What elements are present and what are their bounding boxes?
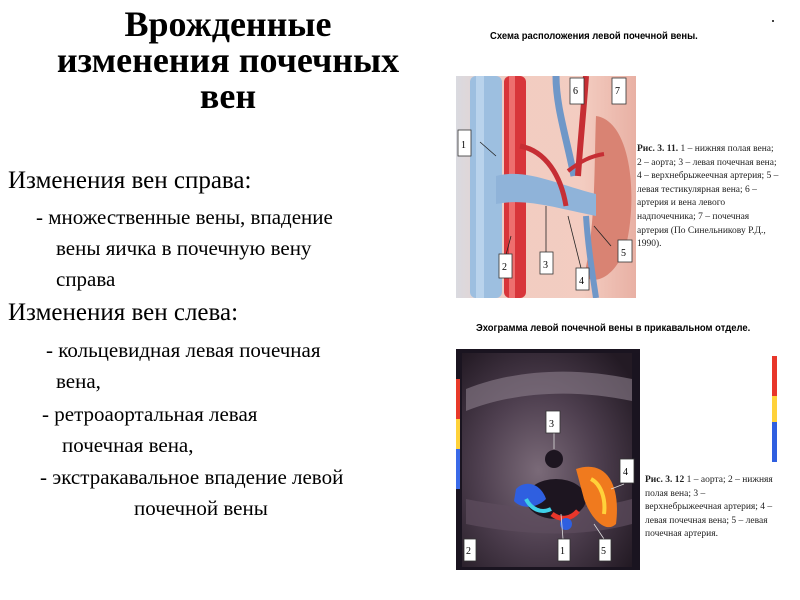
svg-text:5: 5 [621,248,626,259]
title-line-3: вен [199,76,257,116]
left-renal-vein-echogram [456,349,640,570]
colorbar-blue [772,422,777,462]
svg-text:7: 7 [615,86,620,97]
left-item3-line-1: - экстракавальное впадение левой [40,465,344,489]
left-item2-line-2: почечная вена, [62,433,194,457]
svg-text:4: 4 [579,276,584,287]
bottom-figure-ref: Рис. 3. 12 [645,475,685,485]
bottom-figure-description [645,474,777,542]
colorbar-yellow [772,396,777,422]
top-figure-text: 1 – нижняя полая вена; 2 – аорта; 3 – левая почечная вена; 4 – верхнебрыжеечная артерия; 5 – левая тестикулярная вена; 6 – артерия и вена левого надпочечника; 7 – почечная артерия (По Синельникову Р.Д., 1990). [637,144,779,250]
left-item3-line-2: почечной вены [134,496,268,520]
right-item-line-1: - множественные вены, впадение [36,205,333,229]
svg-text:3: 3 [549,419,554,430]
top-figure-description [637,143,779,252]
colorbar-red [772,356,777,396]
stray-dot [772,20,774,22]
left-veins-heading: Изменения вен слева: [8,299,239,326]
right-item-line-3: справа [56,267,116,291]
right-veins-heading: Изменения вен справа: [8,167,252,194]
title-line-1: Врожденные [124,4,332,44]
top-figure-ref: Рис. 3. 11. [637,144,679,154]
left-renal-vein-anatomy-diagram [456,76,636,298]
bottom-figure-text: 1 – аорта; 2 – нижняя полая вена; 3 – верхнебрыжеечная артерия; 4 – левая почечная вена; 5 – левая почечная артерия. [645,475,773,540]
sma-lumen [545,450,563,468]
svg-text:3: 3 [543,260,548,271]
top-figure-caption: Схема расположения левой почечной вены. [490,30,698,42]
title-line-2: изменения почечных [56,40,400,80]
svg-text:4: 4 [623,467,628,478]
svg-text:2: 2 [466,546,471,557]
left-item2-line-1: - ретроаортальная левая [42,402,258,426]
right-item-line-2: вены яичка в почечную вену [56,236,312,260]
left-item1-line-2: вена, [56,369,101,393]
svg-text:6: 6 [573,86,578,97]
svg-text:1: 1 [560,546,565,557]
svg-text:5: 5 [601,546,606,557]
bottom-figure-caption: Эхограмма левой почечной вены в прикавальном отделе. [476,322,751,334]
left-item1-line-1: - кольцевидная левая почечная [46,338,321,362]
svg-text:1: 1 [461,140,466,151]
svg-text:2: 2 [502,262,507,273]
